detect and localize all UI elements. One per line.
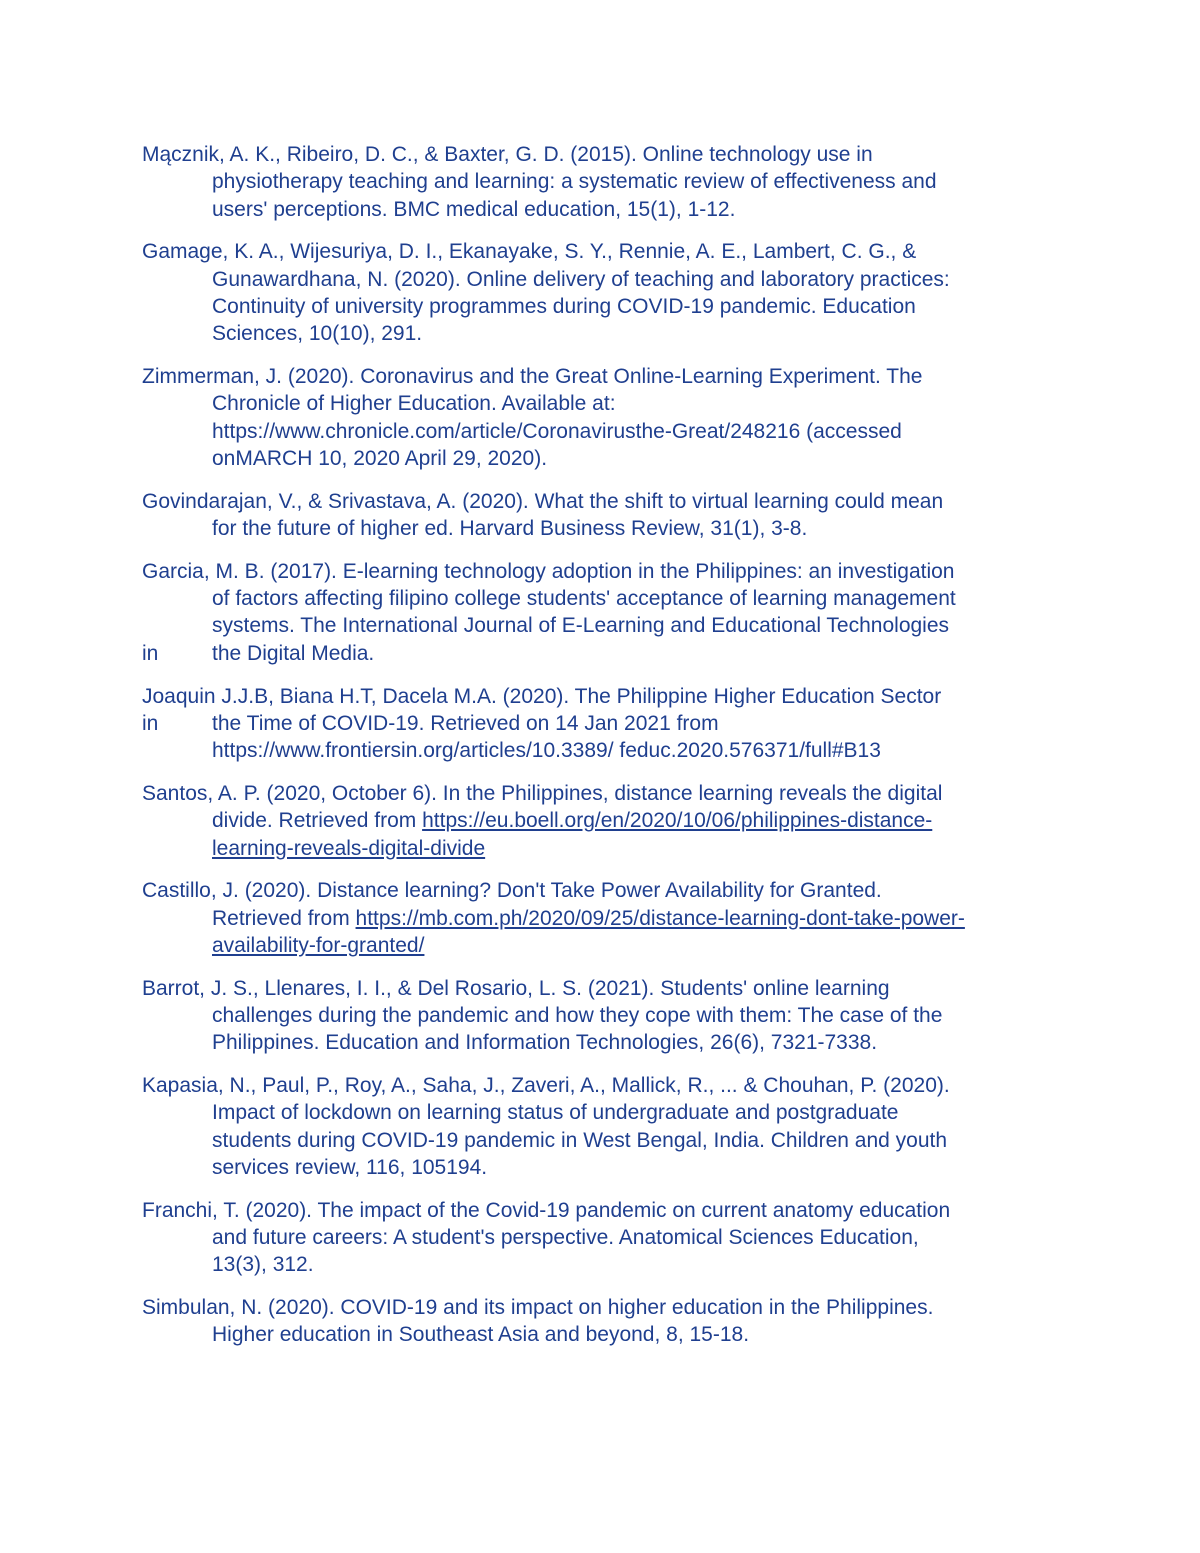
reference-line: Joaquin J.J.B, Biana H.T, Dacela M.A. (2020). The Philippine Higher Education Sector [142,684,942,708]
reference-line: and future careers: A student's perspective. Anatomical Sciences Education, [212,1226,919,1250]
reference-entry-joaquin [142,683,1072,765]
reference-line: for the future of higher ed. Harvard Business Review, 31(1), 3-8. [212,517,808,541]
hanging-word: in [142,711,159,735]
reference-entry-gamage [142,238,1072,347]
reference-entry-zimmerman [142,363,1072,472]
reference-line: Santos, A. P. (2020, October 6). In the Philippines, distance learning reveals the digital [142,781,943,805]
reference-line: Kapasia, N., Paul, P., Roy, A., Saha, J., Zaveri, A., Mallick, R., ... & Chouhan, P. (2020). [142,1074,950,1098]
reference-entry-castillo [142,877,1072,959]
reference-link-santos-part2[interactable]: learning-reveals-digital-divide [212,836,486,860]
reference-line: Higher education in Southeast Asia and beyond, 8, 15-18. [212,1323,750,1347]
reference-entry-kapasia [142,1072,1072,1181]
reference-link-santos-part1[interactable]: https://eu.boell.org/en/2020/10/06/philippines-distance- [422,809,933,833]
reference-line: physiotherapy teaching and learning: a systematic review of effectiveness and [212,170,937,194]
reference-line: users' perceptions. BMC medical education, 15(1), 1-12. [212,197,736,221]
reference-line: Simbulan, N. (2020). COVID-19 and its impact on higher education in the Philippines. [142,1296,934,1320]
reference-link-castillo-part2[interactable]: availability-for-granted/ [212,933,425,957]
reference-entry-garcia [142,558,1072,667]
reference-line-with-hanging-word [142,710,1072,737]
reference-line-text: the Digital Media. [212,641,375,665]
reference-line: Castillo, J. (2020). Distance learning? Don't Take Power Availability for Granted. [142,879,882,903]
reference-line: Continuity of university programmes during COVID-19 pandemic. Education [212,294,916,318]
retrieved-from-label: Retrieved from [212,906,356,930]
reference-line: Zimmerman, J. (2020). Coronavirus and the Great Online-Learning Experiment. The [142,365,923,389]
reference-entry-simbulan [142,1294,1072,1349]
reference-line: 13(3), 312. [212,1253,314,1277]
reference-entry-govindarajan [142,488,1072,543]
reference-line [142,835,1072,862]
reference-entry-franchi [142,1197,1072,1279]
reference-line: challenges during the pandemic and how they cope with them: The case of the [212,1004,943,1028]
reference-line: Garcia, M. B. (2017). E-learning technology adoption in the Philippines: an investigation [142,559,955,583]
reference-line: https://www.chronicle.com/article/Coronavirusthe-Great/248216 (accessed [212,419,902,443]
reference-line: systems. The International Journal of E-Learning and Educational Technologies [212,614,950,638]
reference-line: students during COVID-19 pandemic in West Bengal, India. Children and youth [212,1128,948,1152]
reference-line: onMARCH 10, 2020 April 29, 2020). [212,446,548,470]
reference-line: of factors affecting filipino college students' acceptance of learning management [212,587,956,611]
reference-line: Philippines. Education and Information Technologies, 26(6), 7321-7338. [212,1031,878,1055]
reference-line: services review, 116, 105194. [212,1156,488,1179]
reference-line: Impact of lockdown on learning status of undergraduate and postgraduate [212,1101,899,1125]
reference-line: Chronicle of Higher Education. Available at: [212,392,616,416]
reference-line-text: the Time of COVID-19. Retrieved on 14 Jan 2021 from [212,711,719,735]
reference-list [142,141,1072,1364]
reference-line [142,807,1072,834]
reference-line [142,905,1072,932]
reference-line: Sciences, 10(10), 291. [212,322,423,346]
reference-line: Govindarajan, V., & Srivastava, A. (2020). What the shift to virtual learning could mean [142,489,944,513]
reference-line: Gunawardhana, N. (2020). Online delivery of teaching and laboratory practices: [212,267,950,291]
reference-entry-santos [142,780,1072,862]
reference-line: Barrot, J. S., Llenares, I. I., & Del Rosario, L. S. (2021). Students' online learning [142,976,890,1000]
reference-line: Franchi, T. (2020). The impact of the Covid-19 pandemic on current anatomy education [142,1198,951,1222]
reference-line: Mącznik, A. K., Ribeiro, D. C., & Baxter, G. D. (2015). Online technology use in [142,143,873,166]
reference-line: Gamage, K. A., Wijesuriya, D. I., Ekanayake, S. Y., Rennie, A. E., Lambert, C. G., & [142,240,917,264]
retrieved-from-label: divide. Retrieved from [212,809,423,833]
reference-line-with-hanging-word [142,640,1072,667]
hanging-word: in [142,641,159,665]
reference-entry-barrot [142,975,1072,1057]
reference-line [142,932,1072,959]
reference-line: https://www.frontiersin.org/articles/10.3389/ feduc.2020.576371/full#B13 [212,739,881,763]
reference-link-castillo-part1[interactable]: https://mb.com.ph/2020/09/25/distance-learning-dont-take-power- [355,906,965,930]
reference-entry-macznik [142,141,1072,223]
